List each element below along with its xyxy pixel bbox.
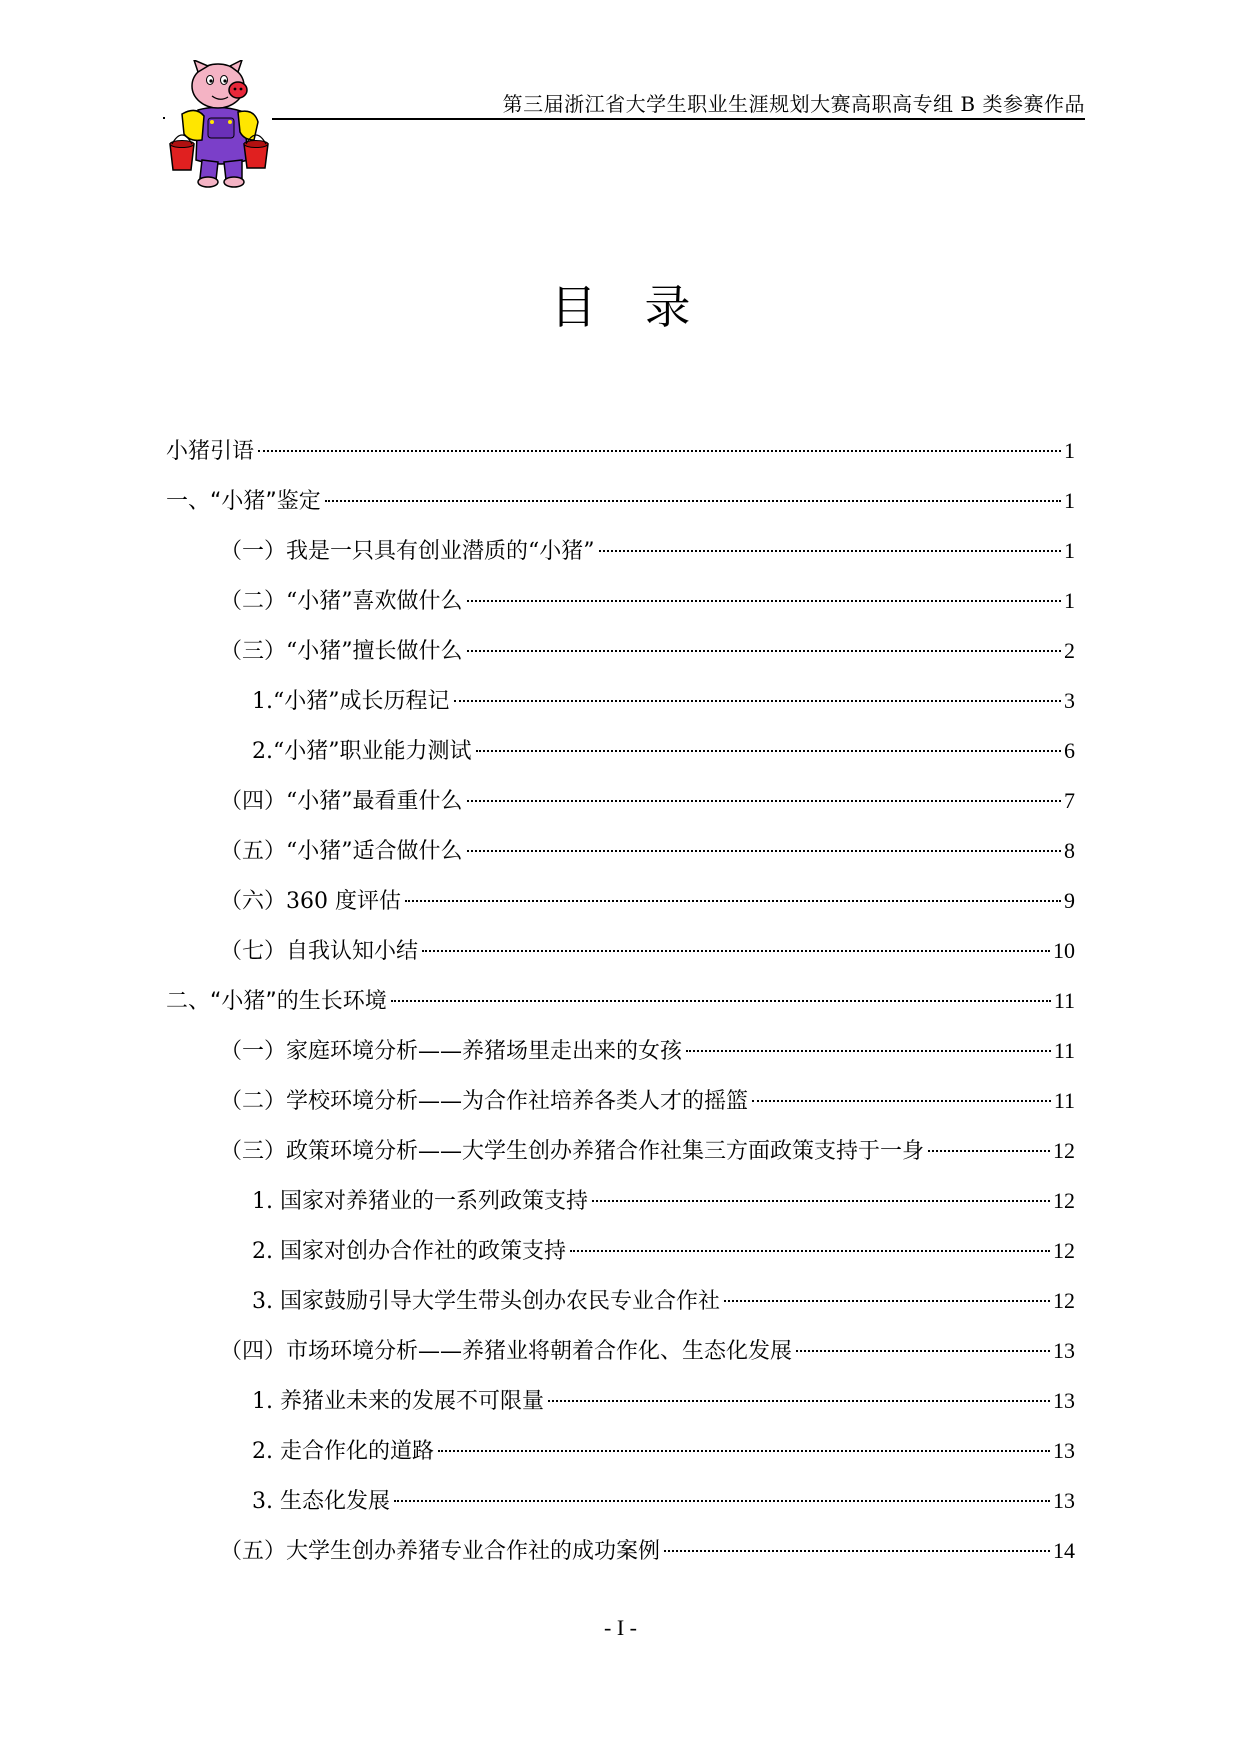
toc-dot-leader: [454, 700, 1062, 702]
toc-entry[interactable]: [166, 1026, 1075, 1076]
toc-entry[interactable]: [166, 1376, 1075, 1426]
toc-entry-page: 3: [1064, 688, 1075, 713]
toc-entry[interactable]: [166, 876, 1075, 926]
toc-entry[interactable]: [166, 776, 1075, 826]
toc-entry-page: 6: [1064, 738, 1075, 763]
toc-entry-label: （四）市场环境分析——养猪业将朝着合作化、生态化发展: [220, 1339, 793, 1364]
toc-entry-label: 小猪引语: [166, 439, 255, 464]
toc-entry[interactable]: [166, 1076, 1075, 1126]
toc-entry-page: 13: [1053, 1388, 1075, 1413]
toc-entry[interactable]: [166, 826, 1075, 876]
toc-dot-leader: [467, 650, 1062, 652]
toc-entry-page: 13: [1053, 1338, 1075, 1363]
toc-entry-label: （六）360 度评估: [220, 889, 401, 914]
toc-entry-page: 2: [1064, 638, 1075, 663]
toc-dot-leader: [258, 450, 1061, 452]
toc-entry-page: 13: [1053, 1438, 1075, 1463]
toc-entry-label: （四）“小猪”最看重什么: [220, 789, 463, 814]
toc-entry-page: 12: [1053, 1188, 1075, 1213]
toc-dot-leader: [928, 1150, 1050, 1152]
toc-entry[interactable]: [166, 626, 1075, 676]
toc-entry[interactable]: [166, 1426, 1075, 1476]
toc-entry-label: （二）“小猪”喜欢做什么: [220, 589, 463, 614]
toc-entry[interactable]: [166, 1326, 1075, 1376]
toc-entry-label: 1. 养猪业未来的发展不可限量: [252, 1389, 544, 1414]
toc-dot-leader: [476, 750, 1062, 752]
toc-entry-page: 12: [1053, 1288, 1075, 1313]
toc-entry-page: 8: [1064, 838, 1075, 863]
toc-entry-page: 1: [1064, 538, 1075, 563]
toc-dot-leader: [752, 1100, 1051, 1102]
toc-dot-leader: [394, 1500, 1050, 1502]
toc-entry-page: 12: [1053, 1138, 1075, 1163]
pig-mascot-icon: [168, 60, 272, 192]
toc-entry[interactable]: [166, 426, 1075, 476]
toc-entry[interactable]: [166, 1276, 1075, 1326]
toc-entry[interactable]: [166, 476, 1075, 526]
toc-entry[interactable]: [166, 1476, 1075, 1526]
toc-entry-label: 2.“小猪”职业能力测试: [252, 739, 472, 764]
toc-entry-label: （七）自我认知小结: [220, 939, 419, 964]
toc-dot-leader: [796, 1350, 1050, 1352]
toc-entry-page: 7: [1064, 788, 1075, 813]
toc-entry-page: 1: [1064, 488, 1075, 513]
toc-entry-label: 3. 国家鼓励引导大学生带头创办农民专业合作社: [252, 1289, 720, 1314]
toc-entry-label: 2. 走合作化的道路: [252, 1439, 434, 1464]
toc-entry-page: 14: [1053, 1538, 1075, 1563]
toc-entry[interactable]: [166, 1126, 1075, 1176]
toc-entry-page: 9: [1064, 888, 1075, 913]
toc-entry-page: 10: [1053, 938, 1075, 963]
toc-entry[interactable]: [166, 676, 1075, 726]
page-title: 目录: [550, 279, 739, 334]
toc-entry-page: 11: [1053, 988, 1075, 1013]
toc-dot-leader: [325, 500, 1061, 502]
toc-entry-label: （二）学校环境分析——为合作社培养各类人才的摇篮: [220, 1089, 749, 1114]
header-dot: [163, 117, 165, 119]
toc-entry-label: 1. 国家对养猪业的一系列政策支持: [252, 1189, 588, 1214]
toc-dot-leader: [467, 600, 1062, 602]
toc-entry[interactable]: [166, 1526, 1075, 1576]
toc-entry-label: （五）大学生创办养猪专业合作社的成功案例: [220, 1539, 661, 1564]
toc-entry-label: （三）“小猪”擅长做什么: [220, 639, 463, 664]
toc-dot-leader: [467, 800, 1062, 802]
toc-entry[interactable]: [166, 576, 1075, 626]
toc-entry-page: 1: [1064, 588, 1075, 613]
toc-entry-label: （一）家庭环境分析——养猪场里走出来的女孩: [220, 1039, 683, 1064]
toc-entry-label: 3. 生态化发展: [252, 1489, 390, 1514]
toc-dot-leader: [467, 850, 1062, 852]
toc-dot-leader: [548, 1400, 1050, 1402]
toc-entry[interactable]: [166, 1226, 1075, 1276]
toc-dot-leader: [686, 1050, 1051, 1052]
toc-entry-label: 一、“小猪”鉴定: [166, 489, 321, 514]
toc-entry-page: 11: [1053, 1038, 1075, 1063]
toc-entry-label: 二、“小猪”的生长环境: [166, 989, 387, 1014]
toc-dot-leader: [592, 1200, 1050, 1202]
toc-entry-label: 2. 国家对创办合作社的政策支持: [252, 1239, 566, 1264]
toc-entry-page: 12: [1053, 1238, 1075, 1263]
toc-entry[interactable]: [166, 726, 1075, 776]
table-of-contents: [166, 426, 1075, 1576]
toc-dot-leader: [438, 1450, 1050, 1452]
toc-entry-label: （五）“小猪”适合做什么: [220, 839, 463, 864]
toc-entry[interactable]: [166, 526, 1075, 576]
toc-dot-leader: [570, 1250, 1050, 1252]
toc-dot-leader: [724, 1300, 1050, 1302]
toc-entry[interactable]: [166, 926, 1075, 976]
toc-entry-page: 13: [1053, 1488, 1075, 1513]
toc-entry-page: 1: [1064, 438, 1075, 463]
toc-entry[interactable]: [166, 976, 1075, 1026]
toc-dot-leader: [391, 1000, 1051, 1002]
toc-entry-label: 1.“小猪”成长历程记: [252, 689, 450, 714]
toc-entry-label: （三）政策环境分析——大学生创办养猪合作社集三方面政策支持于一身: [220, 1139, 925, 1164]
page-number: - I -: [604, 1615, 637, 1640]
header-title: 第三届浙江省大学生职业生涯规划大赛高职高专组 B 类参赛作品: [502, 92, 1085, 116]
toc-dot-leader: [664, 1550, 1050, 1552]
toc-dot-leader: [599, 550, 1062, 552]
toc-entry[interactable]: [166, 1176, 1075, 1226]
toc-dot-leader: [405, 900, 1061, 902]
toc-dot-leader: [422, 950, 1050, 952]
header-divider: [272, 118, 1085, 120]
toc-entry-label: （一）我是一只具有创业潜质的“小猪”: [220, 539, 595, 564]
toc-entry-page: 11: [1053, 1088, 1075, 1113]
